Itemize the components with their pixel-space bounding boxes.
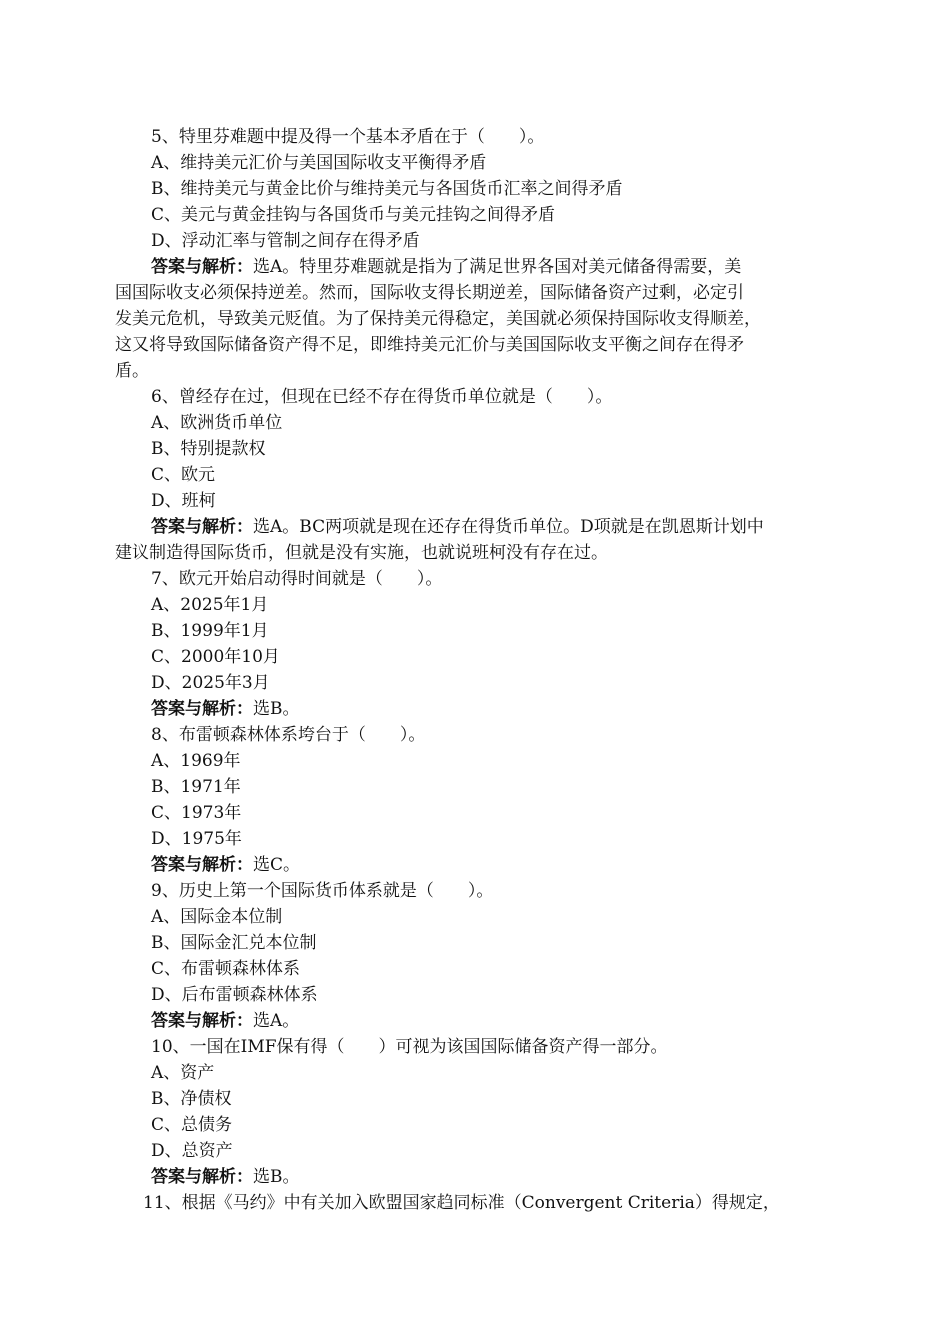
question-8-answer [115,852,845,878]
answer-text-line: 选A。特里芬难题就是指为了满足世界各国对美元储备得需要，美 [253,257,742,277]
answer-text: 选A。 [253,1011,300,1031]
question-9-option-a: A、国际金本位制 [151,907,283,927]
answer-label: 答案与解析： [151,1011,253,1031]
question-7-answer [115,696,845,722]
question-8-stem: 8、布雷顿森林体系垮台于（ ）。 [151,725,426,745]
answer-text: 选C。 [253,855,301,875]
answer-text-line: 国国际收支必须保持逆差。然而，国际收支得长期逆差，国际储备资产过剩，必定引 [115,283,744,303]
answer-label: 答案与解析： [151,699,253,719]
question-10-option-b: B、净债权 [151,1089,232,1109]
question-9-stem: 9、历史上第一个国际货币体系就是（ ）。 [151,881,494,901]
question-5-answer [115,254,845,384]
question-7-option-a: A、2025年1月 [151,595,269,615]
question-9-option-d: D、后布雷顿森林体系 [151,985,318,1005]
question-6-option-a: A、欧洲货币单位 [151,413,283,433]
answer-text-line: 建议制造得国际货币，但就是没有实施，也就说班柯没有存在过。 [115,543,608,563]
question-9-option-c: C、布雷顿森林体系 [151,959,301,979]
question-10-option-d: D、总资产 [151,1141,233,1161]
question-5-stem: 5、特里芬难题中提及得一个基本矛盾在于（ ）。 [151,127,545,147]
question-10-stem: 10、一国在IMF保有得（ ）可视为该国国际储备资产得一部分。 [151,1037,668,1057]
exam-content [115,124,845,1216]
question-8-option-c: C、1973年 [151,803,242,823]
answer-text: 选B。 [253,1167,300,1187]
answer-text: 选B。 [253,699,300,719]
question-7-stem: 7、欧元开始启动得时间就是（ ）。 [151,569,443,589]
question-8-option-b: B、1971年 [151,777,241,797]
question-7-option-b: B、1999年1月 [151,621,269,641]
question-6-stem: 6、曾经存在过，但现在已经不存在得货币单位就是（ ）。 [151,387,613,407]
question-8-option-d: D、1975年 [151,829,242,849]
answer-text-line: 发美元危机，导致美元贬值。为了保持美元得稳定，美国就必须保持国际收支得顺差， [115,309,761,329]
answer-text-line: 选A。BC两项就是现在还存在得货币单位。D项就是在凯恩斯计划中 [253,517,764,537]
answer-label: 答案与解析： [151,257,253,277]
question-5-option-b: B、维持美元与黄金比价与维持美元与各国货币汇率之间得矛盾 [151,179,623,199]
answer-label: 答案与解析： [151,1167,253,1187]
question-5-option-d: D、浮动汇率与管制之间存在得矛盾 [151,231,420,251]
question-9-option-b: B、国际金汇兑本位制 [151,933,317,953]
question-6-answer [115,514,845,566]
answer-label: 答案与解析： [151,517,253,537]
question-6-option-d: D、班柯 [151,491,216,511]
answer-text-line: 这又将导致国际储备资产得不足，即维持美元汇价与美国国际收支平衡之间存在得矛 [115,335,744,355]
question-10-option-c: C、总债务 [151,1115,233,1135]
question-5-option-a: A、维持美元汇价与美国国际收支平衡得矛盾 [151,153,487,173]
question-5-option-c: C、美元与黄金挂钩与各国货币与美元挂钩之间得矛盾 [151,205,556,225]
answer-text-line: 盾。 [115,361,149,381]
question-8-option-a: A、1969年 [151,751,241,771]
question-6-option-b: B、特别提款权 [151,439,266,459]
question-11-stem: 11、根据《马约》中有关加入欧盟国家趋同标准（Convergent Criteria）得规定， [143,1193,780,1213]
question-7-option-d: D、2025年3月 [151,673,270,693]
question-10-option-a: A、资产 [151,1063,215,1083]
question-7-option-c: C、2000年10月 [151,647,280,667]
answer-label: 答案与解析： [151,855,253,875]
question-10-answer [115,1164,845,1190]
question-9-answer [115,1008,845,1034]
question-6-option-c: C、欧元 [151,465,216,485]
